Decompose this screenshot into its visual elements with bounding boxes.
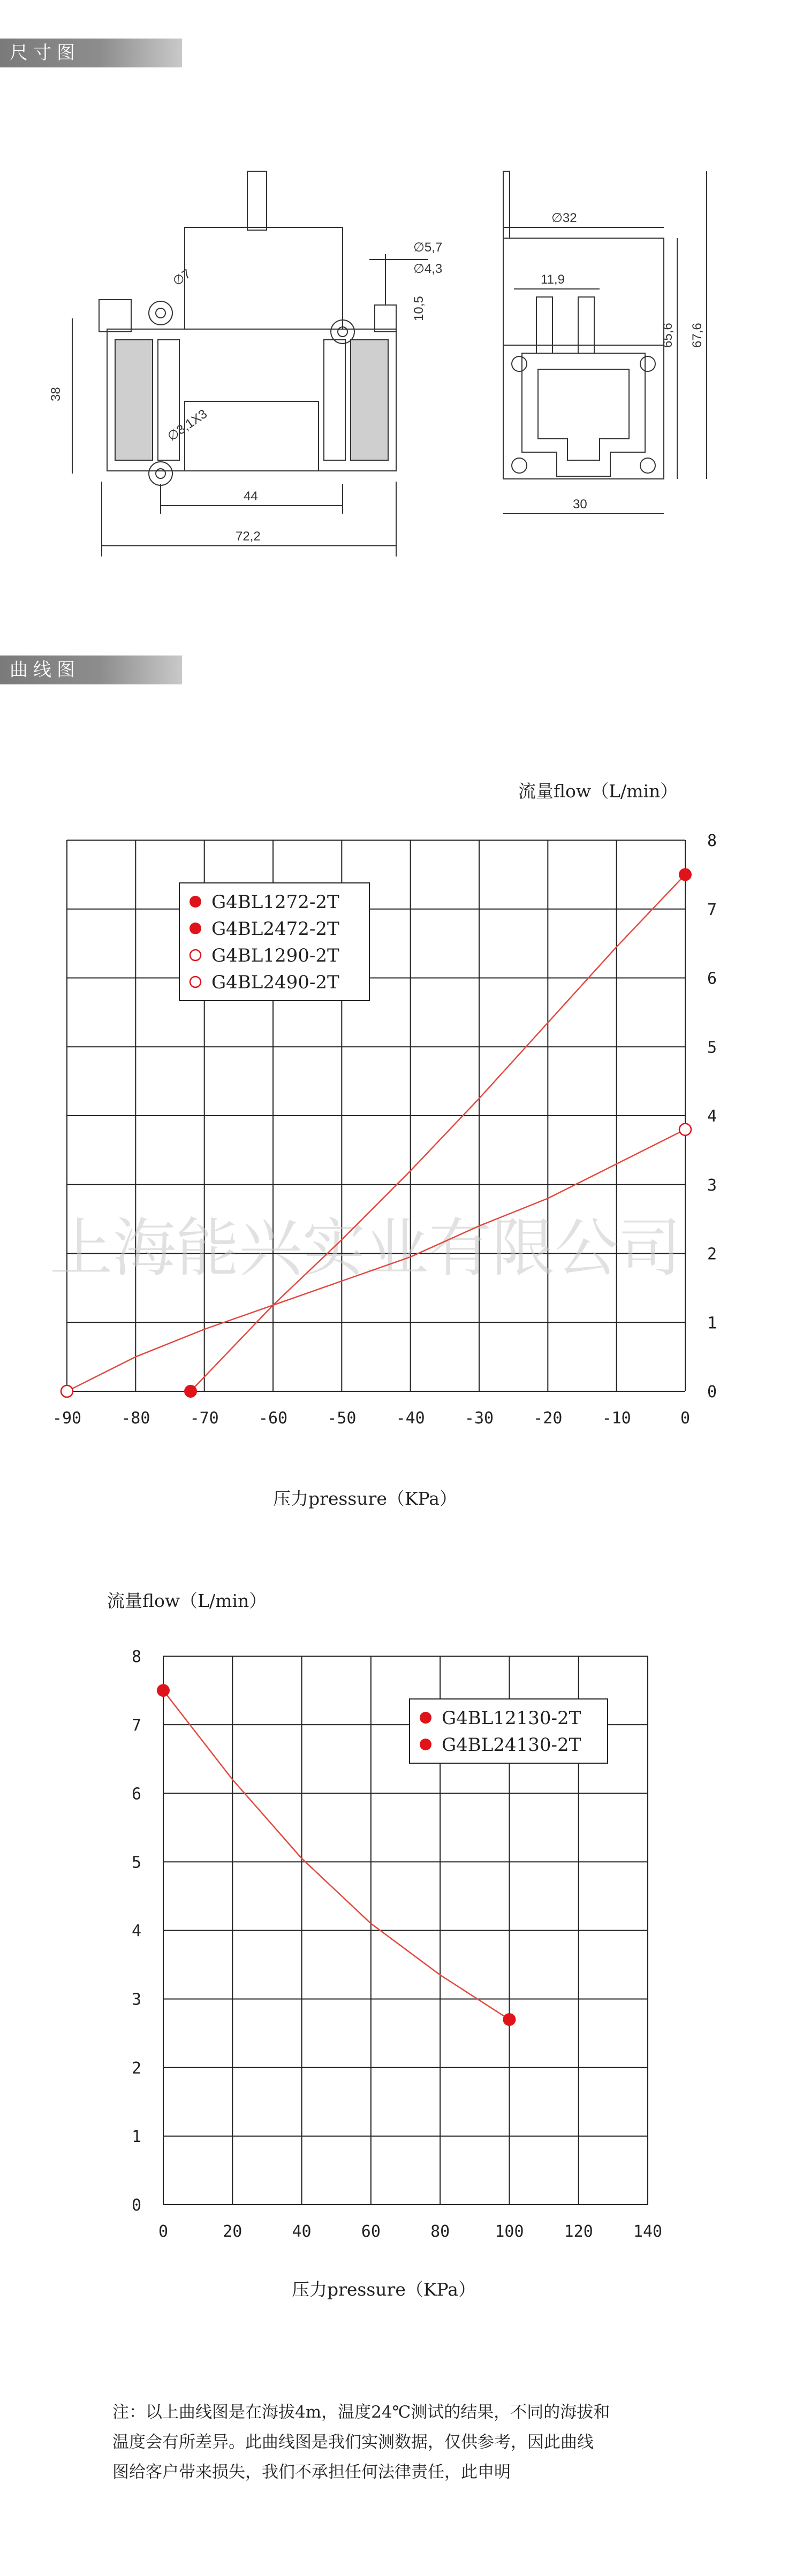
legend-label: G4BL12130-2T bbox=[442, 1708, 581, 1729]
x-tick-label: -20 bbox=[533, 1409, 563, 1428]
data-point bbox=[679, 868, 692, 881]
dim-label-65-6: 65,6 bbox=[661, 323, 675, 348]
motor-shaft bbox=[247, 171, 267, 230]
dim-label-4-3: ∅4,3 bbox=[413, 262, 443, 276]
dim-label-motor-diameter: ∅7 bbox=[170, 266, 194, 289]
legend-marker-filled bbox=[190, 923, 201, 934]
x-tick-label: 80 bbox=[430, 2222, 450, 2241]
chart2 bbox=[0, 1621, 803, 2280]
x-tick-label: 40 bbox=[292, 2222, 312, 2241]
y-tick-label: 7 bbox=[131, 1716, 142, 1735]
x-tick-label: -60 bbox=[258, 1409, 288, 1428]
y-tick-label: 4 bbox=[131, 1922, 142, 1941]
x-tick-label: 120 bbox=[564, 2222, 593, 2241]
chart1-xlabel: 压力pressure（KPa） bbox=[273, 1488, 457, 1509]
data-point bbox=[61, 1385, 73, 1397]
data-point bbox=[679, 1124, 691, 1135]
chart1-ylabel: 流量flow（L/min） bbox=[518, 781, 678, 802]
y-tick-label: 6 bbox=[131, 1785, 142, 1804]
x-tick-label: -30 bbox=[464, 1409, 494, 1428]
y-tick-label: 2 bbox=[707, 1245, 717, 1264]
dim-label-30: 30 bbox=[573, 497, 587, 512]
x-tick-label: 20 bbox=[223, 2222, 243, 2241]
y-tick-label: 6 bbox=[707, 969, 717, 988]
legend-label: G4BL24130-2T bbox=[442, 1734, 581, 1756]
x-tick-label: -90 bbox=[52, 1409, 82, 1428]
dim-label-5-7: ∅5,7 bbox=[413, 240, 443, 255]
x-tick-label: 60 bbox=[361, 2222, 381, 2241]
y-tick-label: 3 bbox=[707, 1176, 717, 1195]
y-tick-label: 0 bbox=[131, 2196, 142, 2215]
data-point bbox=[184, 1385, 197, 1398]
dimensions-section-header: 尺寸图 bbox=[0, 39, 182, 67]
x-tick-label: -40 bbox=[396, 1409, 425, 1428]
front-view-body bbox=[503, 345, 664, 479]
y-tick-label: 0 bbox=[707, 1383, 717, 1401]
legend-marker-filled bbox=[420, 1712, 431, 1724]
y-tick-label: 2 bbox=[131, 2059, 142, 2078]
legend-marker-open bbox=[190, 977, 201, 987]
data-point bbox=[503, 2013, 516, 2026]
x-tick-label: -10 bbox=[602, 1409, 631, 1428]
x-tick-label: 100 bbox=[495, 2222, 524, 2241]
chart2-ylabel: 流量flow（L/min） bbox=[107, 1590, 267, 1611]
dim-label-hole: ∅3,1X3 bbox=[164, 406, 210, 444]
legend-label: G4BL1290-2T bbox=[211, 945, 339, 966]
x-tick-label: -50 bbox=[327, 1409, 357, 1428]
data-point bbox=[157, 1684, 170, 1697]
y-tick-label: 8 bbox=[131, 1648, 142, 1666]
y-tick-label: 3 bbox=[131, 1990, 142, 2009]
chart2-xlabel: 压力pressure（KPa） bbox=[292, 2279, 476, 2300]
legend-label: G4BL1272-2T bbox=[211, 891, 339, 913]
legend-label: G4BL2490-2T bbox=[211, 972, 339, 993]
x-tick-label: -80 bbox=[121, 1409, 150, 1428]
x-tick-label: 0 bbox=[680, 1409, 691, 1428]
legend-marker-filled bbox=[190, 896, 201, 908]
dim-label-72-2: 72,2 bbox=[236, 529, 261, 544]
x-tick-label: 140 bbox=[633, 2222, 663, 2241]
dim-label-11-9: 11,9 bbox=[541, 272, 565, 287]
watermark-text: 上海能兴实业有限公司 bbox=[49, 1211, 681, 1285]
dim-label-32: ∅32 bbox=[551, 211, 577, 225]
y-tick-label: 5 bbox=[131, 1853, 142, 1872]
legend-marker-open bbox=[190, 950, 201, 961]
y-tick-label: 8 bbox=[707, 832, 717, 850]
legend-label: G4BL2472-2T bbox=[211, 918, 339, 940]
note-line-3: 图给客户带来损失，我们不承担任何法律责任，此申明 bbox=[112, 2463, 511, 2482]
dim-label-67-6: 67,6 bbox=[690, 323, 704, 348]
note-line-1: 注：以上曲线图是在海拔4m，温度24℃测试的结果，不同的海拔和 bbox=[112, 2403, 610, 2422]
y-tick-label: 7 bbox=[707, 900, 717, 919]
x-tick-label: 0 bbox=[158, 2222, 169, 2241]
curves-section-header: 曲线图 bbox=[0, 656, 182, 684]
chart1 bbox=[0, 803, 803, 1428]
dim-label-10-5: 10,5 bbox=[412, 296, 426, 321]
y-tick-label: 4 bbox=[707, 1107, 717, 1126]
y-tick-label: 5 bbox=[707, 1038, 717, 1057]
y-tick-label: 1 bbox=[707, 1314, 717, 1333]
legend-marker-filled bbox=[420, 1739, 431, 1750]
dim-label-44: 44 bbox=[244, 489, 258, 504]
y-tick-label: 1 bbox=[131, 2127, 142, 2146]
x-tick-label: -70 bbox=[190, 1409, 219, 1428]
note-line-2: 温度会有所差异。此曲线图是我们实测数据，仅供参考，因此曲线 bbox=[112, 2433, 594, 2452]
disclaimer-note bbox=[112, 2397, 723, 2487]
dim-label-height-38: 38 bbox=[49, 387, 63, 401]
